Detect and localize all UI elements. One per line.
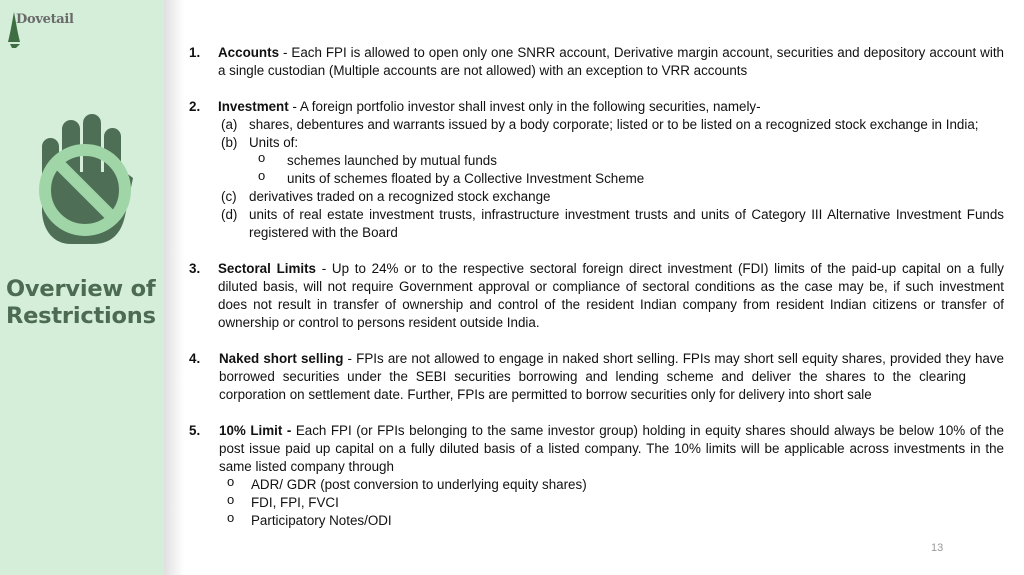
item-number: 3.: [189, 261, 201, 276]
item-4-line-3: corporation on settlement date. Further, FPIs are permitted to borrow securities only for delivery into short sale: [219, 387, 872, 402]
item-heading: Accounts: [218, 45, 280, 60]
sub-item: Participatory Notes/ODI: [251, 513, 392, 528]
sub-label: (d): [221, 207, 238, 222]
item-3-line-1: Sectoral Limits - Up to 24% or to the respective sectoral foreign direct investment (FDI) limits of the paid-up capital on a fully: [218, 261, 1004, 276]
item-1-line-1: Accounts - Each FPI is allowed to open only one SNRR account, Derivative margin account, securities and depository account with: [218, 45, 1004, 60]
item-5-line-2: post issue paid up capital on a fully diluted basis of a listed company. The 10% limits will be applicable across investments in the: [219, 441, 1004, 456]
sub-item-d-line-2: registered with the Board: [249, 225, 398, 240]
item-number: 5.: [189, 423, 201, 438]
bullet: o: [258, 150, 266, 165]
sub-item-c: derivatives traded on a recognized stock exchange: [249, 189, 551, 204]
sub-label: (a): [221, 117, 238, 132]
bullet: o: [227, 474, 235, 489]
item-1-line-2: a single custodian (Multiple accounts are not allowed) with an exception to VRR accounts: [218, 63, 748, 78]
sub-item-d-line-1: units of real estate investment trusts, infrastructure investment trusts and units of Category III Alternative Investment Funds: [249, 207, 1004, 222]
item-5-line-3: same listed company through: [219, 459, 394, 474]
bullet: o: [258, 168, 266, 183]
item-2-line-1: Investment - A foreign portfolio investor shall invest only in the following securities, namely-: [218, 99, 761, 114]
sub-label: (c): [221, 189, 237, 204]
brand-logo-text: Dovetail: [16, 12, 74, 27]
item-heading: Naked short selling: [219, 351, 344, 366]
sub-sub-item: units of schemes floated by a Collective Investment Scheme: [287, 171, 645, 186]
item-number: 4.: [189, 351, 201, 366]
item-number: 1.: [189, 45, 201, 60]
sub-item: ADR/ GDR (post conversion to underlying equity shares): [251, 477, 587, 492]
item-heading: 10% Limit -: [219, 423, 292, 438]
item-3-line-2: diluted basis, will not require Government approval or compliance of sectoral conditions as the case may be, if such investment: [218, 279, 1004, 294]
sub-item-b: Units of:: [249, 135, 299, 150]
sub-item-a: shares, debentures and warrants issued by a body corporate; listed or to be listed on a recognized stock exchange in India;: [249, 117, 979, 132]
sub-sub-item: schemes launched by mutual funds: [287, 153, 497, 168]
page-number: 13: [931, 542, 944, 554]
bullet: o: [227, 492, 235, 507]
sidebar-title-line1: Overview of: [6, 276, 156, 302]
item-3-line-3: does not result in transfer of ownership and control of the resident Indian company from resident Indian citizens or transfer of: [218, 297, 1004, 312]
sidebar-title-line2: Restrictions: [6, 303, 156, 329]
item-number: 2.: [189, 99, 201, 114]
item-heading: Sectoral Limits: [218, 261, 316, 276]
item-4-line-1: Naked short selling - FPIs are not allowed to engage in naked short selling. FPIs may short sell equity shares, provided they have: [219, 351, 1004, 366]
item-4-line-2: borrowed securities under the SEBI securities borrowing and lending scheme and deliver the shares to the clearing: [219, 369, 966, 384]
item-heading: Investment: [218, 99, 289, 114]
item-5-line-1: 10% Limit - Each FPI (or FPIs belonging to the same investor group) holding in equity shares should always be below 10% of the: [219, 423, 1005, 438]
sub-item: FDI, FPI, FVCI: [251, 495, 339, 510]
sub-label: (b): [221, 135, 238, 150]
bullet: o: [227, 510, 235, 525]
item-3-line-4: ownership or control to persons resident outside India.: [218, 315, 540, 330]
